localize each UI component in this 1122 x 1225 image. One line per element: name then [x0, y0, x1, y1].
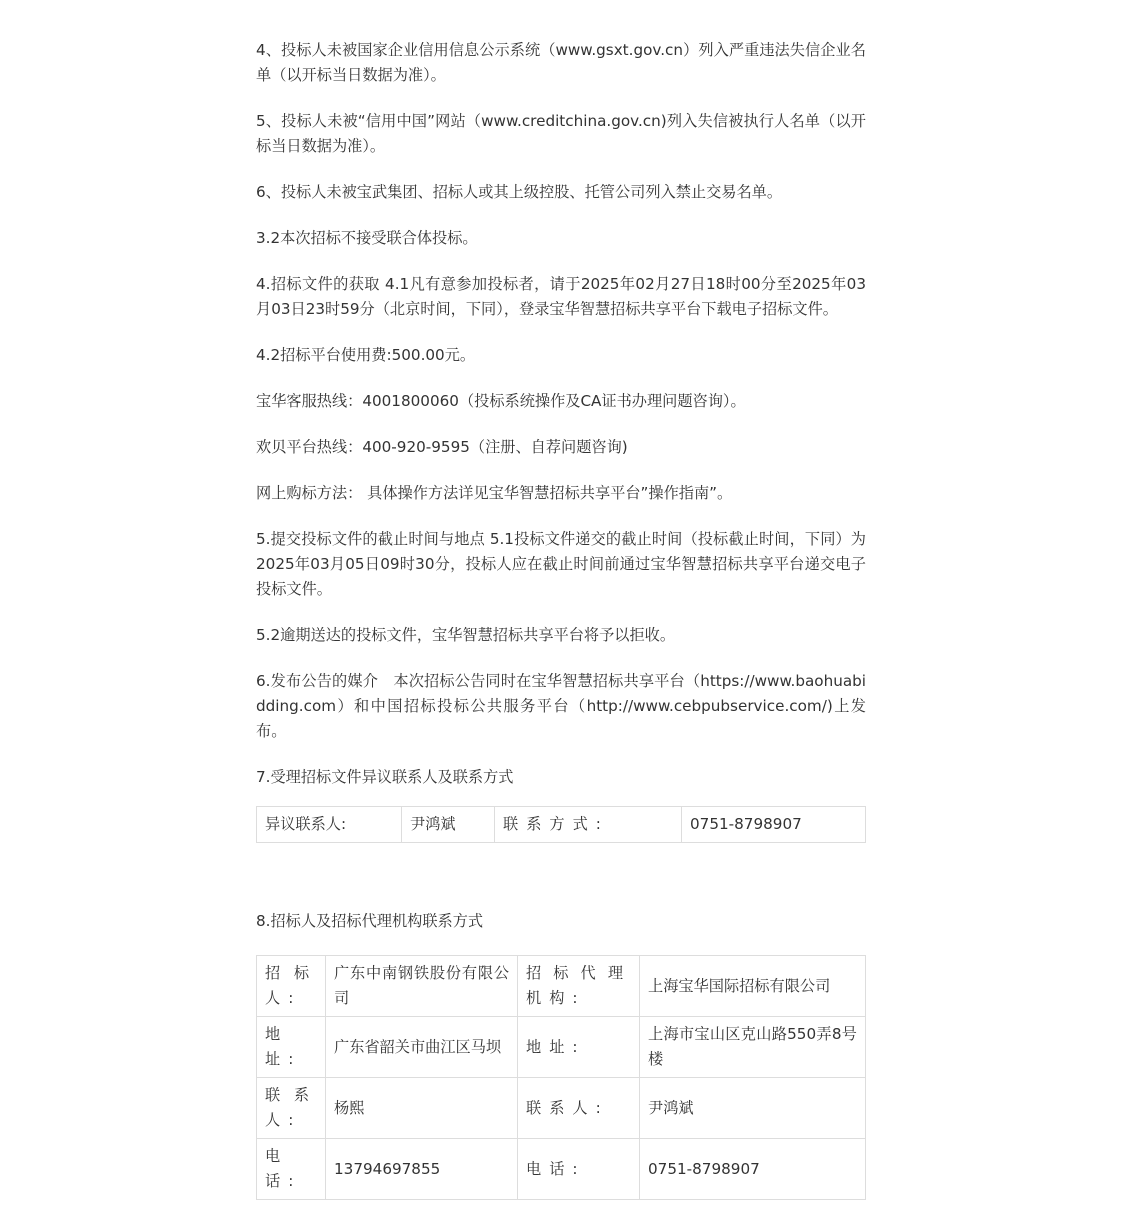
agency-contact-person-value: 尹鸿斌: [640, 1078, 866, 1139]
paragraph-service-hotline: 宝华客服热线：4001800060（投标系统操作及CA证书办理问题咨询）。: [256, 392, 746, 410]
tenderer-phone-label: 电话:: [257, 1139, 326, 1200]
paragraph-platform-fee: 4.2招标平台使用费:500.00元。: [256, 346, 476, 364]
agency-address-label: 地址:: [518, 1017, 640, 1078]
heading-tenderer-agency-contact: 8.招标人及招标代理机构联系方式: [256, 912, 484, 930]
agency-phone-label: 电话:: [518, 1139, 640, 1200]
objection-contact-label: 异议联系人:: [257, 807, 402, 843]
heading-objection-contact: 7.受理招标文件异议联系人及联系方式: [256, 768, 514, 786]
agency-label: 招标代理机构:: [518, 956, 640, 1017]
objection-contact-value: 尹鸿斌: [402, 807, 495, 843]
table-row: [257, 1078, 866, 1139]
table-row: [257, 956, 866, 1017]
tenderer-address-label: 地址:: [257, 1017, 326, 1078]
contact-method-label: 联系方式:: [495, 807, 682, 843]
paragraph-platform-hotline: 欢贝平台热线：400-920-9595（注册、自荐问题咨询): [256, 438, 628, 456]
table-row: [257, 1017, 866, 1078]
agency-phone-value: 0751-8798907: [640, 1139, 866, 1200]
tenderer-label: 招标人:: [257, 956, 326, 1017]
tenderer-address-value: 广东省韶关市曲江区马坝: [326, 1017, 518, 1078]
paragraph-submission-deadline: 5.提交投标文件的截止时间与地点 5.1投标文件递交的截止时间（投标截止时间，下同）为2025年03月05日09时30分，投标人应在截止时间前通过宝华智慧招标共享平台递交电子投标文件。: [256, 530, 866, 598]
tenderer-contact-person-value: 杨熙: [326, 1078, 518, 1139]
paragraph-credit-system: 4、投标人未被国家企业信用信息公示系统（www.gsxt.gov.cn）列入严重违法失信企业名单（以开标当日数据为准）。: [256, 41, 866, 84]
announcement-body: [256, 38, 866, 1200]
paragraph-credit-china: 5、投标人未被“信用中国”网站（www.creditchina.gov.cn)列入失信被执行人名单（以开标当日数据为准）。: [256, 112, 866, 155]
table-row: [257, 807, 866, 843]
paragraph-purchase-method: 网上购标方法： 具体操作方法详见宝华智慧招标共享平台”操作指南”。: [256, 484, 733, 502]
table-row: [257, 1139, 866, 1200]
tenderer-contact-person-label: 联系人:: [257, 1078, 326, 1139]
paragraph-late-submission: 5.2逾期送达的投标文件，宝华智慧招标共享平台将予以拒收。: [256, 626, 676, 644]
tenderer-value: 广东中南钢铁股份有限公司: [326, 956, 518, 1017]
paragraph-publication-media: 6.发布公告的媒介 本次招标公告同时在宝华智慧招标共享平台（https://www.baohuabidding.com）和中国招标投标公共服务平台（http://www.cebpubservice.com/)上发布。: [256, 672, 866, 740]
paragraph-obtain-documents: 4.招标文件的获取 4.1凡有意参加投标者，请于2025年02月27日18时00分至2025年03月03日23时59分（北京时间，下同），登录宝华智慧招标共享平台下载电子招标文件。: [256, 275, 866, 318]
tenderer-phone-value: 13794697855: [326, 1139, 518, 1200]
contact-method-value: 0751-8798907: [682, 807, 866, 843]
agency-address-value: 上海市宝山区克山路550弄8号楼: [640, 1017, 866, 1078]
paragraph-no-consortium: 3.2本次招标不接受联合体投标。: [256, 229, 478, 247]
objection-contact-table: [256, 806, 866, 843]
paragraph-prohibited-list: 6、投标人未被宝武集团、招标人或其上级控股、托管公司列入禁止交易名单。: [256, 183, 783, 201]
tenderer-agency-contact-table: [256, 955, 866, 1200]
agency-value: 上海宝华国际招标有限公司: [640, 956, 866, 1017]
agency-contact-person-label: 联系人:: [518, 1078, 640, 1139]
